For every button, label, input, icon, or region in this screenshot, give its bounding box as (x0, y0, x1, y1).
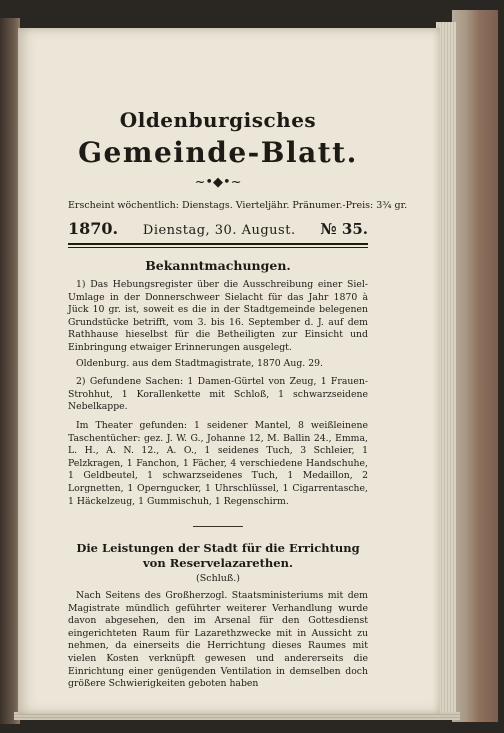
found-items-paragraph: 2) Gefundene Sachen: 1 Damen-Gürtel von Zeug, 1 Frauen-Strohhut, 1 Korallenkette mit Schloß, 1 schwarzseidene Nebelkappe. (68, 376, 368, 413)
page-content (68, 88, 408, 691)
section-heading: Bekanntmachungen. (145, 258, 291, 273)
article-title-line2: von Reservelazarethen. (143, 556, 293, 571)
masthead-line1: Oldenburgisches (119, 108, 317, 132)
section-divider (193, 526, 243, 527)
announcement-paragraph: 1) Das Hebungsregister über die Ausschreibung einer Siel-Umlage in der Donnerschweer Sielacht für das Jahr 1870 à Jück 10 gr. ist, soweit es die in der Stadtgemeinde belegenen Grundstücke betrifft, vom 3. bis 16. September d. J. auf dem Rathhause hieselbst für die Betheiligten zur Einsicht und Einbringung etwaiger Erinnerungen ausgelegt. (68, 279, 368, 353)
book-spine-left (0, 18, 20, 724)
dateline (68, 219, 368, 245)
article-body: Nach Seitens des Großherzogl. Staatsministeriums mit dem Magistrate mündlich geführter weiterer Verhandlung wurde davon abgesehen, den im Arsenal für den Gottesdienst eingerichteten Raum für Lazarethzwecke mit in Aussicht zu nehmen, da einerseits die Herrichtung dieses Raumes mit vielen Kosten verknüpft gewesen und andererseits die Einrichtung einer genügenden Ventilation in demselben doch größere Schwierigkeiten geboten haben (68, 590, 368, 690)
article-subtitle: (Schluß.) (196, 573, 240, 585)
dateline-rule (68, 247, 368, 248)
announcement-signature: Oldenburg. aus dem Stadtmagistrate, 1870 Aug. 29. (76, 357, 323, 369)
theater-items-paragraph: Im Theater gefunden: 1 seidener Mantel, 8 weißleinene Taschentücher: gez. J. W. G., Johanne 12, M. Ballin 24., Emma, L. H., A. N. 12., A. O., 1 seidenes Tuch, 3 Schleier, 1 Pelzkragen, 1 Fanchon, 1 Fächer, 4 verschiedene Handschuhe, 1 Geldbeutel, 1 schwarzseidenes Tuch, 1 Medaillon, 2 Lorgnetten, 1 Operngucker, 1 Uhrschlüssel, 1 Cigarrentasche, 1 Häckelzeug, 1 Gummischuh, 1 Regenschirm. (68, 419, 368, 507)
ornament-flourish: ~•◆•~ (194, 175, 242, 190)
book-cover-right (452, 10, 498, 722)
issue-number: № 35. (320, 220, 368, 238)
issue-date: Dienstag, 30. August. (142, 223, 296, 238)
issue-year: 1870. (68, 219, 119, 238)
issue-info: Erscheint wöchentlich: Dienstags. Vierteljähr. Pränumer.-Preis: 3¾ gr. (68, 200, 408, 211)
article-title-line1: Die Leistungen der Stadt für die Errichtung (76, 541, 360, 556)
masthead-title: Gemeinde-Blatt. (78, 136, 358, 169)
newspaper-page (18, 28, 440, 714)
